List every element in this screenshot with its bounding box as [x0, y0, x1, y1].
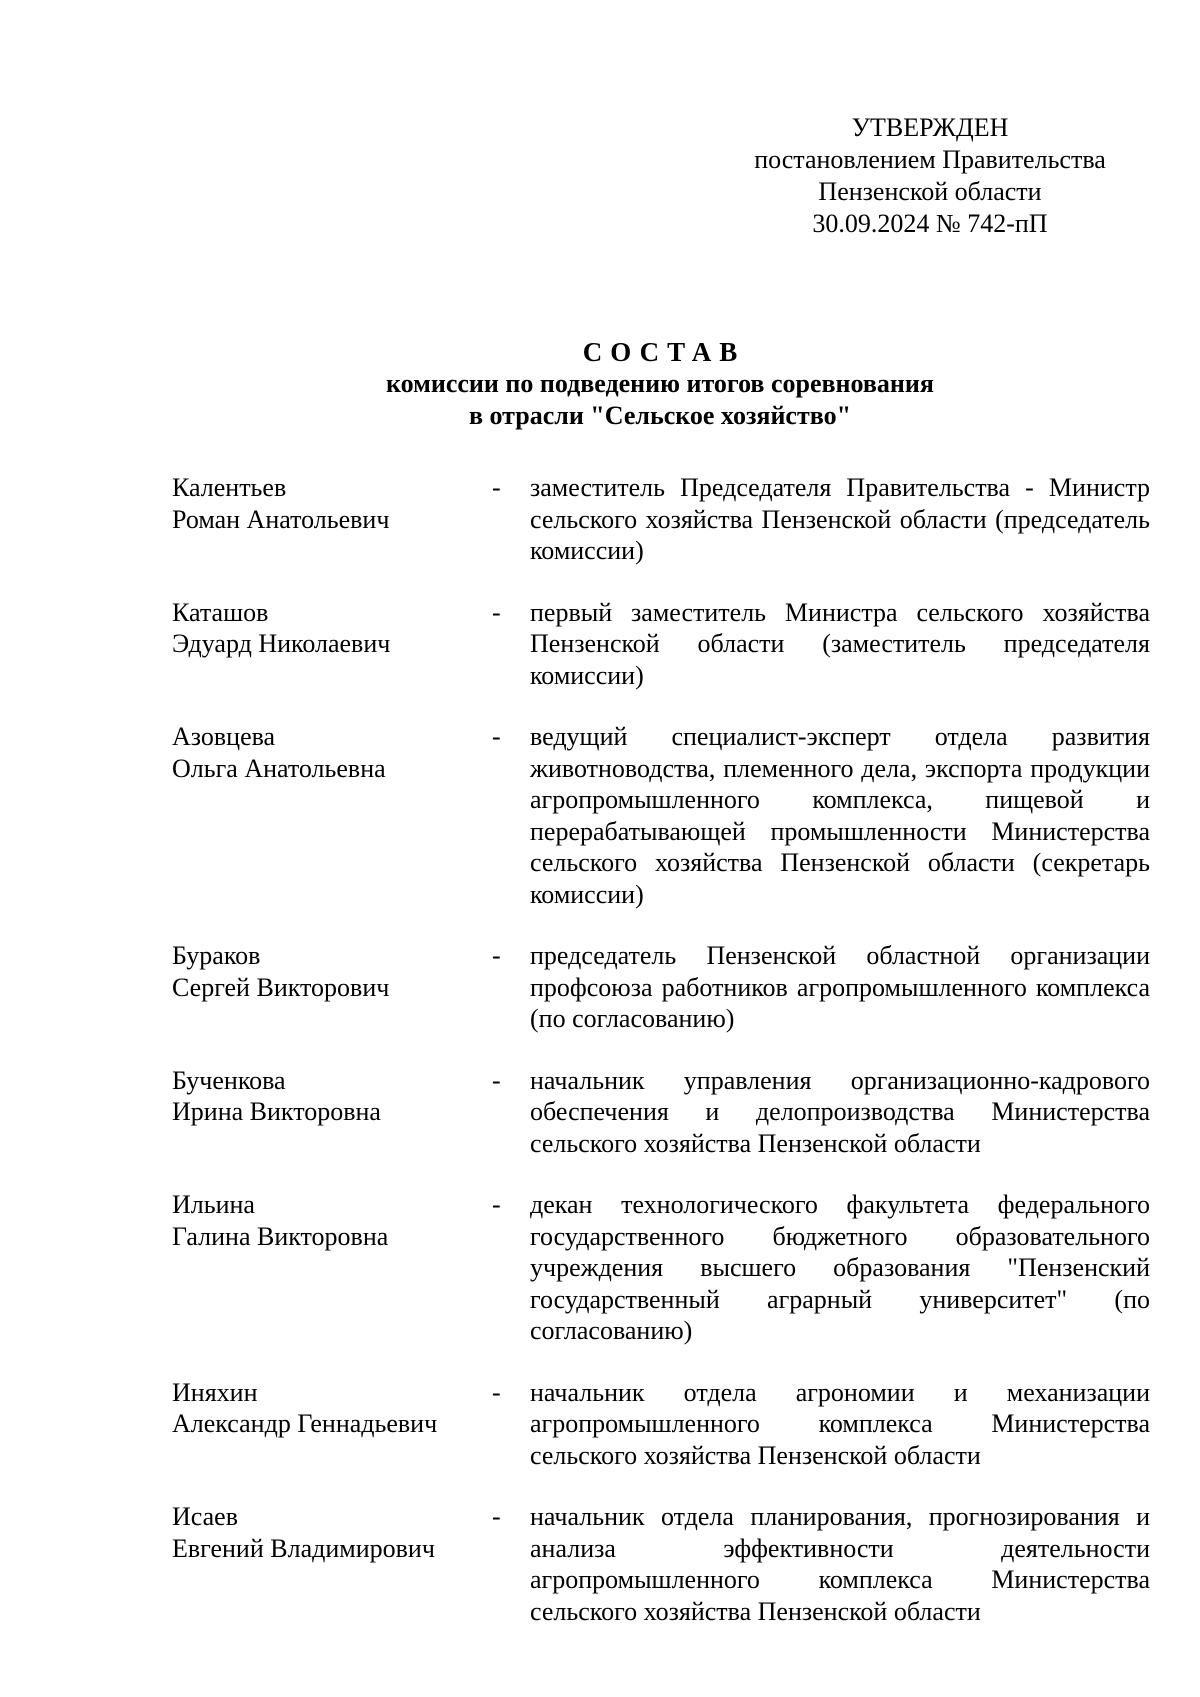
member-role: ведущий специалист-эксперт отдела развития животноводства, племенного дела, экспорта продукции агропромышленного комплекса, пищевой и перерабатывающей промышленности Министерства сельского хозяйства Пензенской области (секретарь комиссии) — [530, 722, 1150, 909]
member-surname: Бученкова — [172, 1065, 286, 1095]
approval-title: УТВЕРЖДЕН — [851, 113, 1009, 142]
approval-stamp — [700, 112, 1160, 240]
member-role: председатель Пензенской областной организации профсоюза работников агропромышленного комплекса (по согласованию) — [530, 941, 1150, 1033]
member-name — [172, 1189, 492, 1252]
member-dash: - — [492, 1190, 501, 1219]
title-subtitle-line-1: комиссии по подведению итогов соревнования — [386, 369, 934, 398]
member-surname: Калентьев — [172, 473, 287, 502]
member-entry — [172, 1189, 1152, 1347]
member-entry — [172, 940, 1152, 1035]
member-name — [172, 1501, 492, 1564]
member-dash: - — [492, 1502, 501, 1531]
member-given-names: Александр Геннадьевич — [172, 1409, 438, 1438]
member-dash: - — [492, 473, 501, 502]
member-entry — [172, 597, 1152, 692]
member-name — [172, 1065, 492, 1128]
member-entry — [172, 1377, 1152, 1472]
member-dash: - — [492, 597, 501, 627]
member-name — [172, 940, 492, 1003]
member-role: начальник отдела агрономии и механизации агропромышленного комплекса Министерства сельского хозяйства Пензенской области — [530, 1377, 1150, 1470]
approval-date-number: 30.09.2024 № 742-пП — [812, 209, 1048, 238]
member-role: начальник управления организационно-кадрового обеспечения и делопроизводства Министерства сельского хозяйства Пензенской области — [530, 1065, 1150, 1158]
member-given-names: Роман Анатольевич — [172, 504, 390, 534]
member-given-names: Сергей Викторович — [172, 972, 390, 1002]
title-subtitle-line-2: в отрасли "Сельское хозяйство" — [468, 401, 852, 430]
approval-resolution: постановлением Правительства — [754, 145, 1106, 174]
member-dash: - — [492, 941, 501, 970]
member-given-names: Евгений Владимирович — [172, 1533, 435, 1563]
member-role: начальник отдела планирования, прогнозирования и анализа эффективности деятельности агропромышленного комплекса Министерства сельского хозяйства Пензенской области — [530, 1502, 1150, 1626]
approval-region: Пензенской области — [818, 177, 1042, 206]
member-surname: Бураков — [172, 941, 261, 970]
member-entry — [172, 1501, 1152, 1627]
member-surname: Каташов — [172, 597, 269, 627]
member-entry — [172, 472, 1152, 567]
member-surname: Азовцева — [172, 722, 276, 751]
member-role: декан технологического факультета федерального государственного бюджетного образовательного учреждения высшего образования "Пензенский государственный аграрный университет" (по согласованию) — [530, 1190, 1150, 1345]
member-given-names: Ольга Анатольевна — [172, 753, 386, 783]
members-list — [172, 472, 1152, 1657]
member-given-names: Эдуард Николаевич — [172, 629, 391, 658]
member-surname: Ильина — [172, 1190, 255, 1219]
member-role: заместитель Председателя Правительства - Министр сельского хозяйства Пензенской области (председатель комиссии) — [530, 473, 1150, 565]
member-name — [172, 721, 492, 784]
member-given-names: Ирина Викторовна — [172, 1097, 381, 1126]
member-dash: - — [492, 1065, 501, 1095]
member-name — [172, 1377, 492, 1440]
member-name — [172, 597, 492, 660]
member-name — [172, 472, 492, 535]
member-entry — [172, 721, 1152, 910]
member-surname: Иняхин — [172, 1377, 258, 1407]
member-given-names: Галина Викторовна — [172, 1221, 389, 1251]
document-title — [150, 336, 1170, 432]
title-main: СОСТАВ — [582, 337, 746, 367]
member-entry — [172, 1065, 1152, 1160]
member-dash: - — [492, 722, 501, 751]
member-surname: Исаев — [172, 1502, 238, 1531]
member-role: первый заместитель Министра сельского хозяйства Пензенской области (заместитель председателя комиссии) — [530, 597, 1150, 690]
member-dash: - — [492, 1377, 501, 1407]
